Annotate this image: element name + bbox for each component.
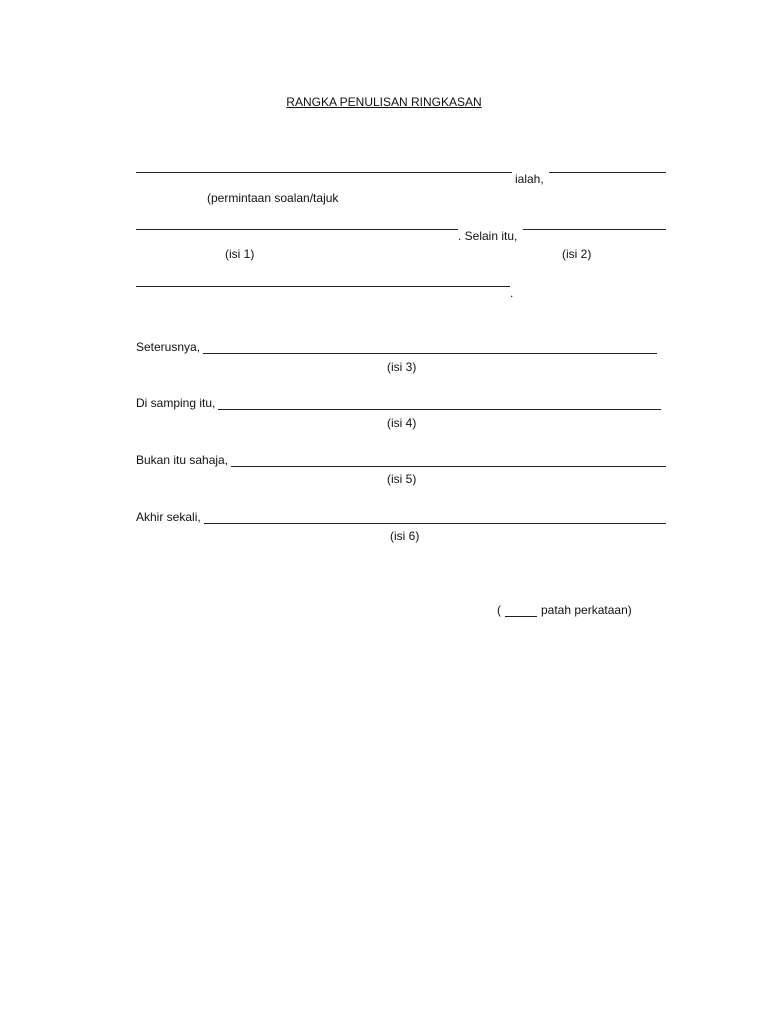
hint-isi-2: (isi 2) [562, 247, 592, 261]
hint-isi-1: (isi 1) [225, 247, 255, 261]
word-count-label: patah perkataan) [541, 603, 632, 617]
blank-line-isi-4[interactable] [218, 398, 661, 410]
connector-ialah: ialah, [515, 172, 544, 186]
row-di-samping-itu [136, 396, 661, 410]
row-seterusnya [136, 340, 657, 354]
row-bukan-itu-sahaja [136, 453, 666, 467]
blank-line-continuation[interactable] [136, 286, 510, 287]
hint-isi-6: (isi 6) [390, 529, 420, 543]
blank-line-isi-6[interactable] [204, 512, 666, 524]
blank-line-isi-1[interactable] [136, 229, 458, 230]
line-end-period: . [510, 286, 514, 300]
word-count-open: ( [497, 603, 501, 617]
word-count [497, 603, 632, 617]
blank-line-ialah[interactable] [549, 172, 666, 173]
row-akhir-sekali [136, 510, 666, 524]
lead-di-samping-itu: Di samping itu, [136, 396, 216, 410]
blank-line-isi-3[interactable] [203, 342, 657, 354]
lead-bukan-itu-sahaja: Bukan itu sahaja, [136, 453, 229, 467]
blank-line-isi-2[interactable] [523, 229, 666, 230]
lead-seterusnya: Seterusnya, [136, 340, 201, 354]
blank-line-topic[interactable] [136, 172, 512, 173]
hint-isi-4: (isi 4) [387, 416, 417, 430]
blank-line-word-count[interactable] [505, 605, 537, 617]
hint-isi-5: (isi 5) [387, 472, 417, 486]
hint-topic: (permintaan soalan/tajuk [207, 191, 339, 205]
page-title: RANGKA PENULISAN RINGKASAN [286, 95, 482, 109]
blank-line-isi-5[interactable] [231, 455, 666, 467]
hint-isi-3: (isi 3) [387, 360, 417, 374]
connector-selain-itu: . Selain itu, [458, 229, 518, 243]
lead-akhir-sekali: Akhir sekali, [136, 510, 201, 524]
